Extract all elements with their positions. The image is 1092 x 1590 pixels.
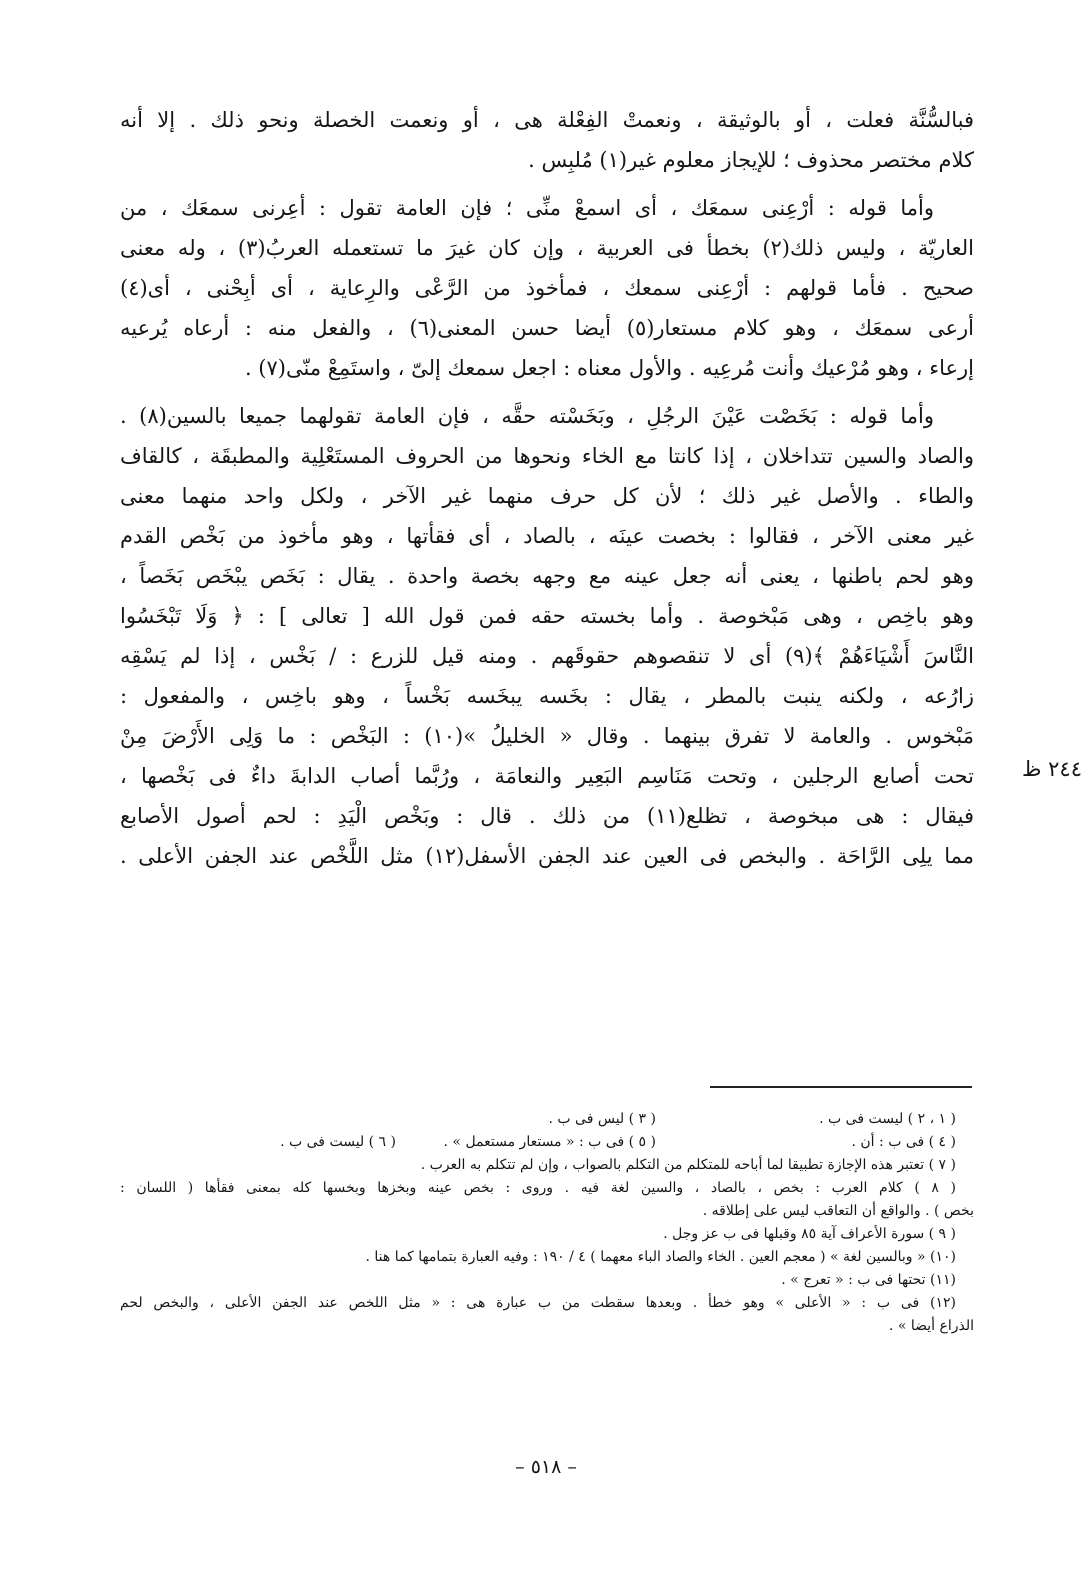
text-line: النَّاسَ أَشْيَاءَهُمْ ﴾(٩) أى لا تنقصوهم حقوقَهم . ومنه قيل للزرع : / بَخْس ، إذا لم يَسْقِه bbox=[120, 644, 974, 668]
footnote-10: (١٠) « وبالسين لغة » ( معجم العين . الخاء والصاد الباء معهما ) ٤ / ١٩٠ : وفيه العبارة بتمامها كما هنا . bbox=[365, 1249, 956, 1265]
manuscript-folio-marker: ٢٤٤ ظ bbox=[1022, 757, 1082, 781]
text-line: إرعاء ، وهو مُرْعيك وأنت مُرعِيه . والأول معناه : اجعل سمعك إلىّ ، واستَمِعْ منّى(٧) . bbox=[244, 356, 974, 380]
text-line: صحيح . فأما قولهم : أرْعِنى سمعك ، فمأخوذ من الرَّعْى والرِعاية ، أى أبِحْنى ، أى(٤) bbox=[120, 276, 974, 300]
text-line: فيقال : هى مبخوصة ، تظلع(١١) من ذلك . قال : وبَخْص الْيَدِ : لحم أصول الأصابع bbox=[120, 804, 974, 828]
footnote-8: ( ٨ ) كلام العرب : بخص ، بالصاد ، والسين لغة فيه . وروى : بخص عينه وبخزها وبخسها كله بمعنى فقأها ( اللسان : bbox=[120, 1180, 956, 1196]
footnote-5: ( ٥ ) فى ب : « مستعار مستعمل » . bbox=[443, 1134, 656, 1150]
text-line: مما يلِى الرَّاحَة . والبخص فى العين عند الجفن الأسفل(١٢) مثل اللَّخْص عند الجفن الأعلى . bbox=[120, 844, 974, 868]
footnotes bbox=[120, 1108, 974, 1338]
text-line: كلام مختصر محذوف ؛ للإيجاز معلوم غير(١) مُلبِس . bbox=[528, 148, 974, 172]
footnote-11: (١١) تحتها فى ب : « تعرج » . bbox=[781, 1272, 956, 1288]
text-line: غير معنى الآخر ، فقالوا : بخصت عينَه ، بالصاد ، أى فقأتها ، وهو مأخوذ من بَخْص القدم bbox=[120, 524, 974, 548]
footnote-6: ( ٦ ) ليست فى ب . bbox=[280, 1134, 396, 1150]
text-line: زارُعه ، ولكنه ينبت بالمطر ، يقال : بخَسه يبخَسه بَخْساً ، وهو باخِس ، والمفعول : bbox=[120, 684, 974, 708]
footnote-12: (١٢) فى ب : « الأعلى » وهو خطأ . وبعدها سقطت من ب عبارة هى : « مثل اللخص عند الجفن الأعلى ، والبخص لحم bbox=[120, 1295, 956, 1311]
text-line: والطاء . والأصل غير ذلك ؛ لأن كل حرف منهما غير الآخر ، ولكل واحد منهما معنى bbox=[120, 484, 974, 508]
text-line: تحت أصابع الرجلين ، وتحت مَنَاسِم البَعِير والنعامَة ، ورُبَّما أصاب الدابةَ داءٌ فى بَخْصها ، bbox=[120, 764, 974, 788]
text-line: وأما قوله : أرْعِنى سمعَك ، أى اسمعْ منِّى ؛ فإن العامة تقول : أعِرنى سمعَك ، من bbox=[120, 196, 934, 220]
text-line: مَبْخوس . والعامة لا تفرق بينهما . وقال « الخليلُ »(١٠) : البَخْص : ما وَلِى الأَرْضَ مِنْ bbox=[120, 724, 974, 748]
text-line: وأما قوله : بَخَصْت عَيْنَ الرجُلِ ، وبَخَسْته حقَّه ، فإن العامة تقولهما جميعا بالسين(٨) . bbox=[120, 404, 934, 428]
text-line: أرعى سمعَك ، وهو كلام مستعار(٥) أيضا حسن المعنى(٦) ، والفعل منه : أرعاه يُرعيه bbox=[120, 316, 974, 340]
page-number: – ٥١٨ – bbox=[515, 1456, 577, 1478]
text-line: والصاد والسين تتداخلان ، إذا كانتا مع الخاء ونحوها من الحروف المستَعْلِية والمطبقَة ، كالقاف bbox=[120, 444, 974, 468]
footnote-9: ( ٩ ) سورة الأعراف آية ٨٥ وقبلها فى ب عز وجل . bbox=[663, 1226, 956, 1242]
main-text bbox=[120, 100, 974, 876]
footnote-12-continued: الذراع أيضا » . bbox=[888, 1318, 974, 1334]
footnote-4: ( ٤ ) فى ب : أن . bbox=[851, 1134, 956, 1150]
footnote-row bbox=[120, 1131, 974, 1154]
footnote-3: ( ٣ ) ليس فى ب . bbox=[548, 1111, 656, 1127]
footnote-separator bbox=[710, 1086, 972, 1088]
footnote-row bbox=[120, 1108, 974, 1131]
text-line: فبالسُّنَّة فعلت ، أو بالوثيقة ، ونعمتْ الفِعْلة هى ، أو ونعمت الخصلة ونحو ذلك . إلا أنه bbox=[120, 108, 974, 132]
text-line: وهو لحم باطنها ، يعنى أنه جعل عينه مع وجهه بخصة واحدة . يقال : بَخَص يبْخَص بَخَصاً ، bbox=[120, 564, 974, 588]
text-line: وهو باخِص ، وهى مَبْخوصة . وأما بخسته حقه فمن قول الله [ تعالى ] : ﴿ وَلَا تَبْخَسُوا bbox=[120, 604, 974, 628]
footnote-1-2: ( ١ ، ٢ ) ليست فى ب . bbox=[819, 1111, 956, 1127]
footnote-8-continued: بخص ) . والواقع أن التعاقب ليس على إطلاقه . bbox=[702, 1203, 974, 1219]
text-line: العاريّة ، وليس ذلك(٢) بخطأ فى العربية ، وإن كان غيرَ ما تستعمله العربُ(٣) ، وله معنى bbox=[120, 236, 974, 260]
footnote-7: ( ٧ ) تعتبر هذه الإجازة تطبيقا لما أباحه للمتكلم من التكلم بالصواب ، وإن لم تتكلم به العرب . bbox=[420, 1157, 956, 1173]
